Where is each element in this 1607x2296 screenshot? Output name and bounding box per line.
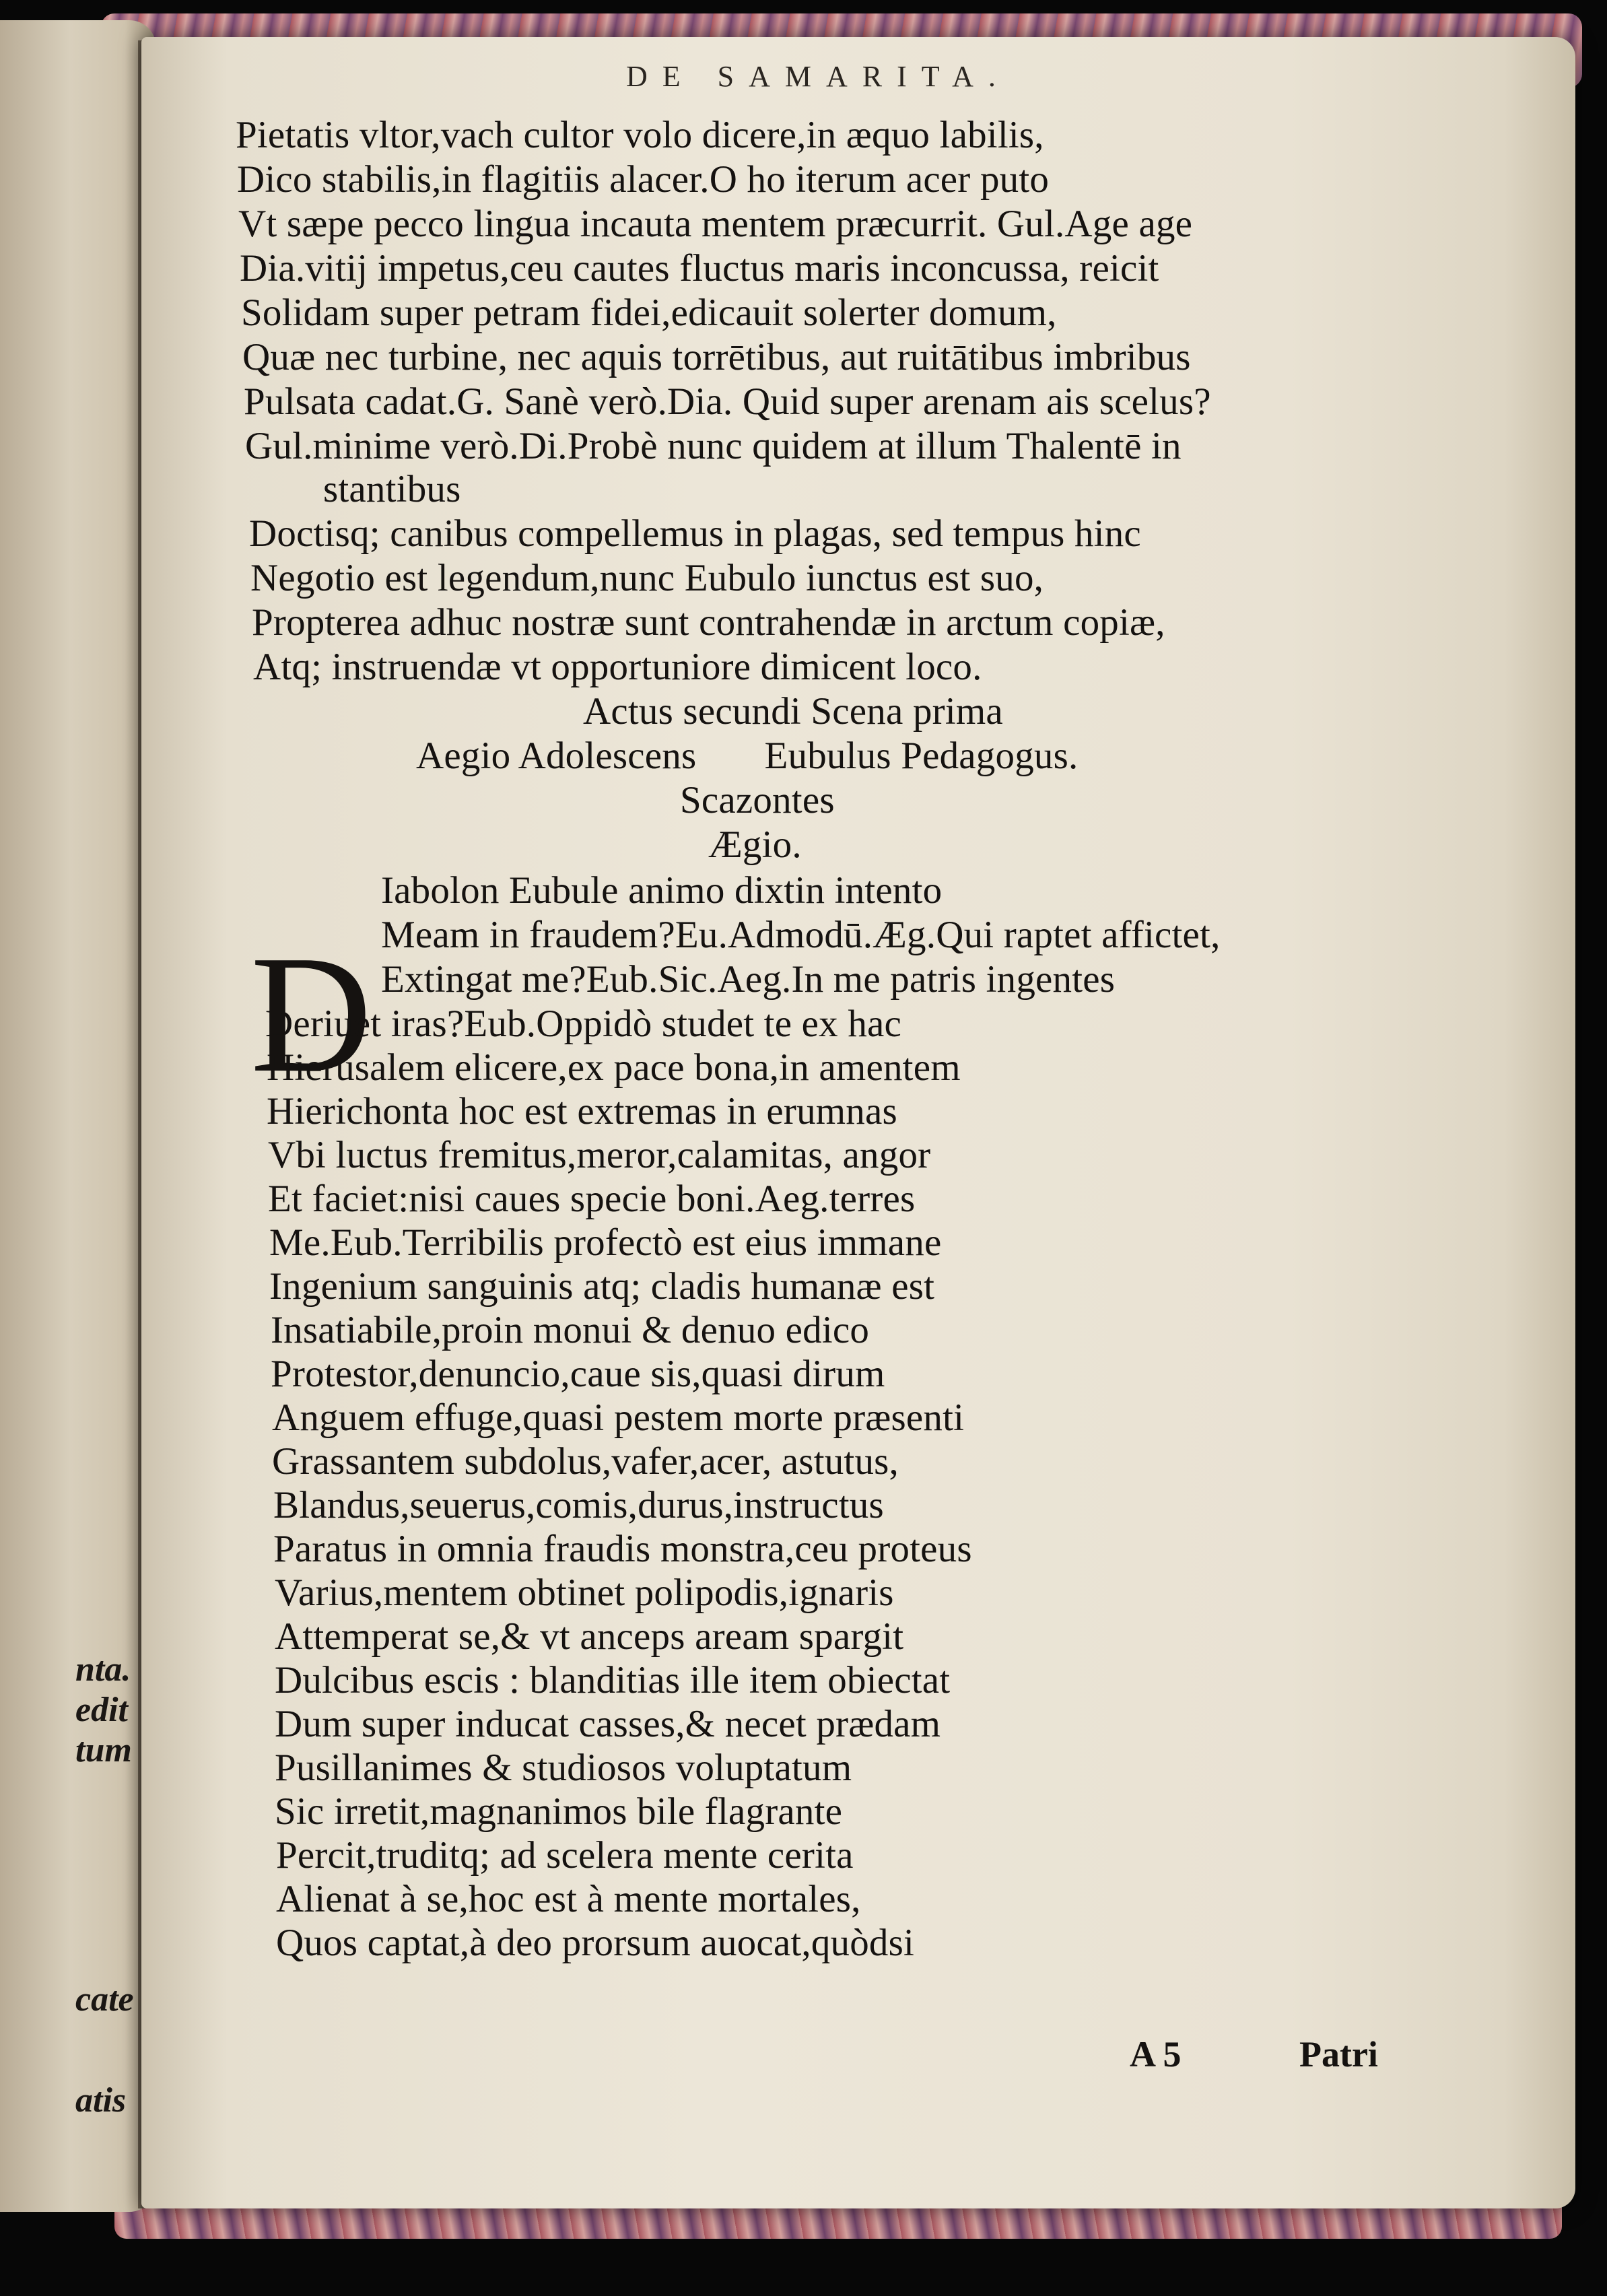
text-line: Et faciet:nisi caues specie boni.Aeg.terres — [268, 1178, 916, 1220]
facing-page-fragment: tum — [75, 1731, 132, 1769]
text-line: Solidam super petram fidei,edicauit solerter domum, — [241, 292, 1057, 334]
text-line: Dico stabilis,in flagitiis alacer.O ho iterum acer puto — [237, 158, 1050, 201]
text-line: Hierusalem elicere,ex pace bona,in amentem — [267, 1046, 961, 1089]
text-line: Pulsata cadat.G. Sanè verò.Dia. Quid super arenam ais scelus? — [244, 380, 1211, 423]
text-line: Iabolon Eubule animo dixtin intento — [381, 869, 943, 912]
text-line: Deriuet iras?Eub.Oppidò studet te ex hac — [265, 1003, 902, 1045]
drop-cap-initial: D — [250, 921, 372, 1108]
text-line: Percit,truditq; ad scelera mente cerita — [276, 1834, 854, 1877]
facing-page-fragment: cate — [75, 1980, 134, 2019]
text-line: Ingenium sanguinis atq; cladis humanæ est — [269, 1265, 935, 1308]
text-line: Meam in fraudem?Eu.Admodū.Æg.Qui raptet affictet, — [381, 914, 1221, 956]
text-line: Insatiabile,proin monui & denuo edico — [271, 1309, 870, 1351]
meter-heading: Scazontes — [680, 779, 835, 821]
facing-page-left — [0, 20, 156, 2212]
text-line: Dum super inducat casses,& necet prædam — [275, 1703, 941, 1745]
text-line: Pusillanimes & studiosos voluptatum — [275, 1747, 852, 1789]
text-line: Extingat me?Eub.Sic.Aeg.In me patris ingentes — [381, 958, 1116, 1001]
character-list: Aegio Adolescens Eubulus Pedagogus. — [416, 735, 1079, 777]
running-head: DE SAMARITA. — [626, 60, 1011, 93]
text-line: Hierichonta hoc est extremas in erumnas — [267, 1090, 897, 1133]
text-line: Attemperat se,& vt anceps aream spargit — [275, 1615, 904, 1658]
text-line: Blandus,seuerus,comis,durus,instructus — [273, 1484, 884, 1526]
text-line: Dulcibus escis : blanditias ille item obiectat — [275, 1659, 951, 1701]
text-line: Quos captat,à deo prorsum auocat,quòdsi — [276, 1922, 915, 1964]
text-line-runover: stantibus — [323, 468, 461, 510]
facing-page-fragment: edit — [75, 1691, 128, 1729]
scene-heading: Actus secundi Scena prima — [583, 690, 1003, 733]
text-line: Quæ nec turbine, nec aquis torrētibus, aut ruitātibus imbribus — [242, 336, 1191, 378]
facing-page-fragment: nta. — [75, 1650, 131, 1689]
facing-page-fragment: atis — [75, 2081, 127, 2120]
text-line: Atq; instruendæ vt opportuniore dimicent loco. — [253, 646, 982, 688]
text-line: Gul.minime verò.Di.Probè nunc quidem at illum Thalentē in — [245, 425, 1182, 467]
text-line: Dia.vitij impetus,ceu cautes fluctus maris inconcussa, reicit — [240, 247, 1159, 290]
text-line: Grassantem subdolus,vafer,acer, astutus, — [272, 1440, 899, 1483]
text-line: Paratus in omnia fraudis monstra,ceu proteus — [273, 1528, 972, 1570]
text-line: Me.Eub.Terribilis profectò est eius immane — [269, 1221, 942, 1264]
text-line: Alienat à se,hoc est à mente mortales, — [276, 1878, 861, 1920]
speaker-name: Ægio. — [708, 823, 802, 866]
text-line: Negotio est legendum,nunc Eubulo iunctus est suo, — [250, 557, 1044, 599]
text-line: Anguem effuge,quasi pestem morte præsenti — [272, 1396, 965, 1439]
signature-mark: A 5 — [1130, 2034, 1182, 2074]
text-line: Sic irretit,magnanimos bile flagrante — [275, 1790, 843, 1833]
text-line: Vt sæpe pecco lingua incauta mentem præcurrit. Gul.Age age — [238, 203, 1193, 245]
catchword: Patri — [1299, 2034, 1378, 2074]
text-line: Varius,mentem obtinet polipodis,ignaris — [275, 1572, 894, 1614]
text-line: Propterea adhuc nostræ sunt contrahendæ in arctum copiæ, — [252, 601, 1165, 644]
text-line: Protestor,denuncio,caue sis,quasi dirum — [271, 1353, 885, 1395]
text-line: Doctisq; canibus compellemus in plagas, sed tempus hinc — [249, 512, 1141, 555]
text-line: Vbi luctus fremitus,meror,calamitas, angor — [268, 1134, 931, 1176]
text-line: Pietatis vltor,vach cultor volo dicere,in æquo labilis, — [236, 114, 1044, 156]
